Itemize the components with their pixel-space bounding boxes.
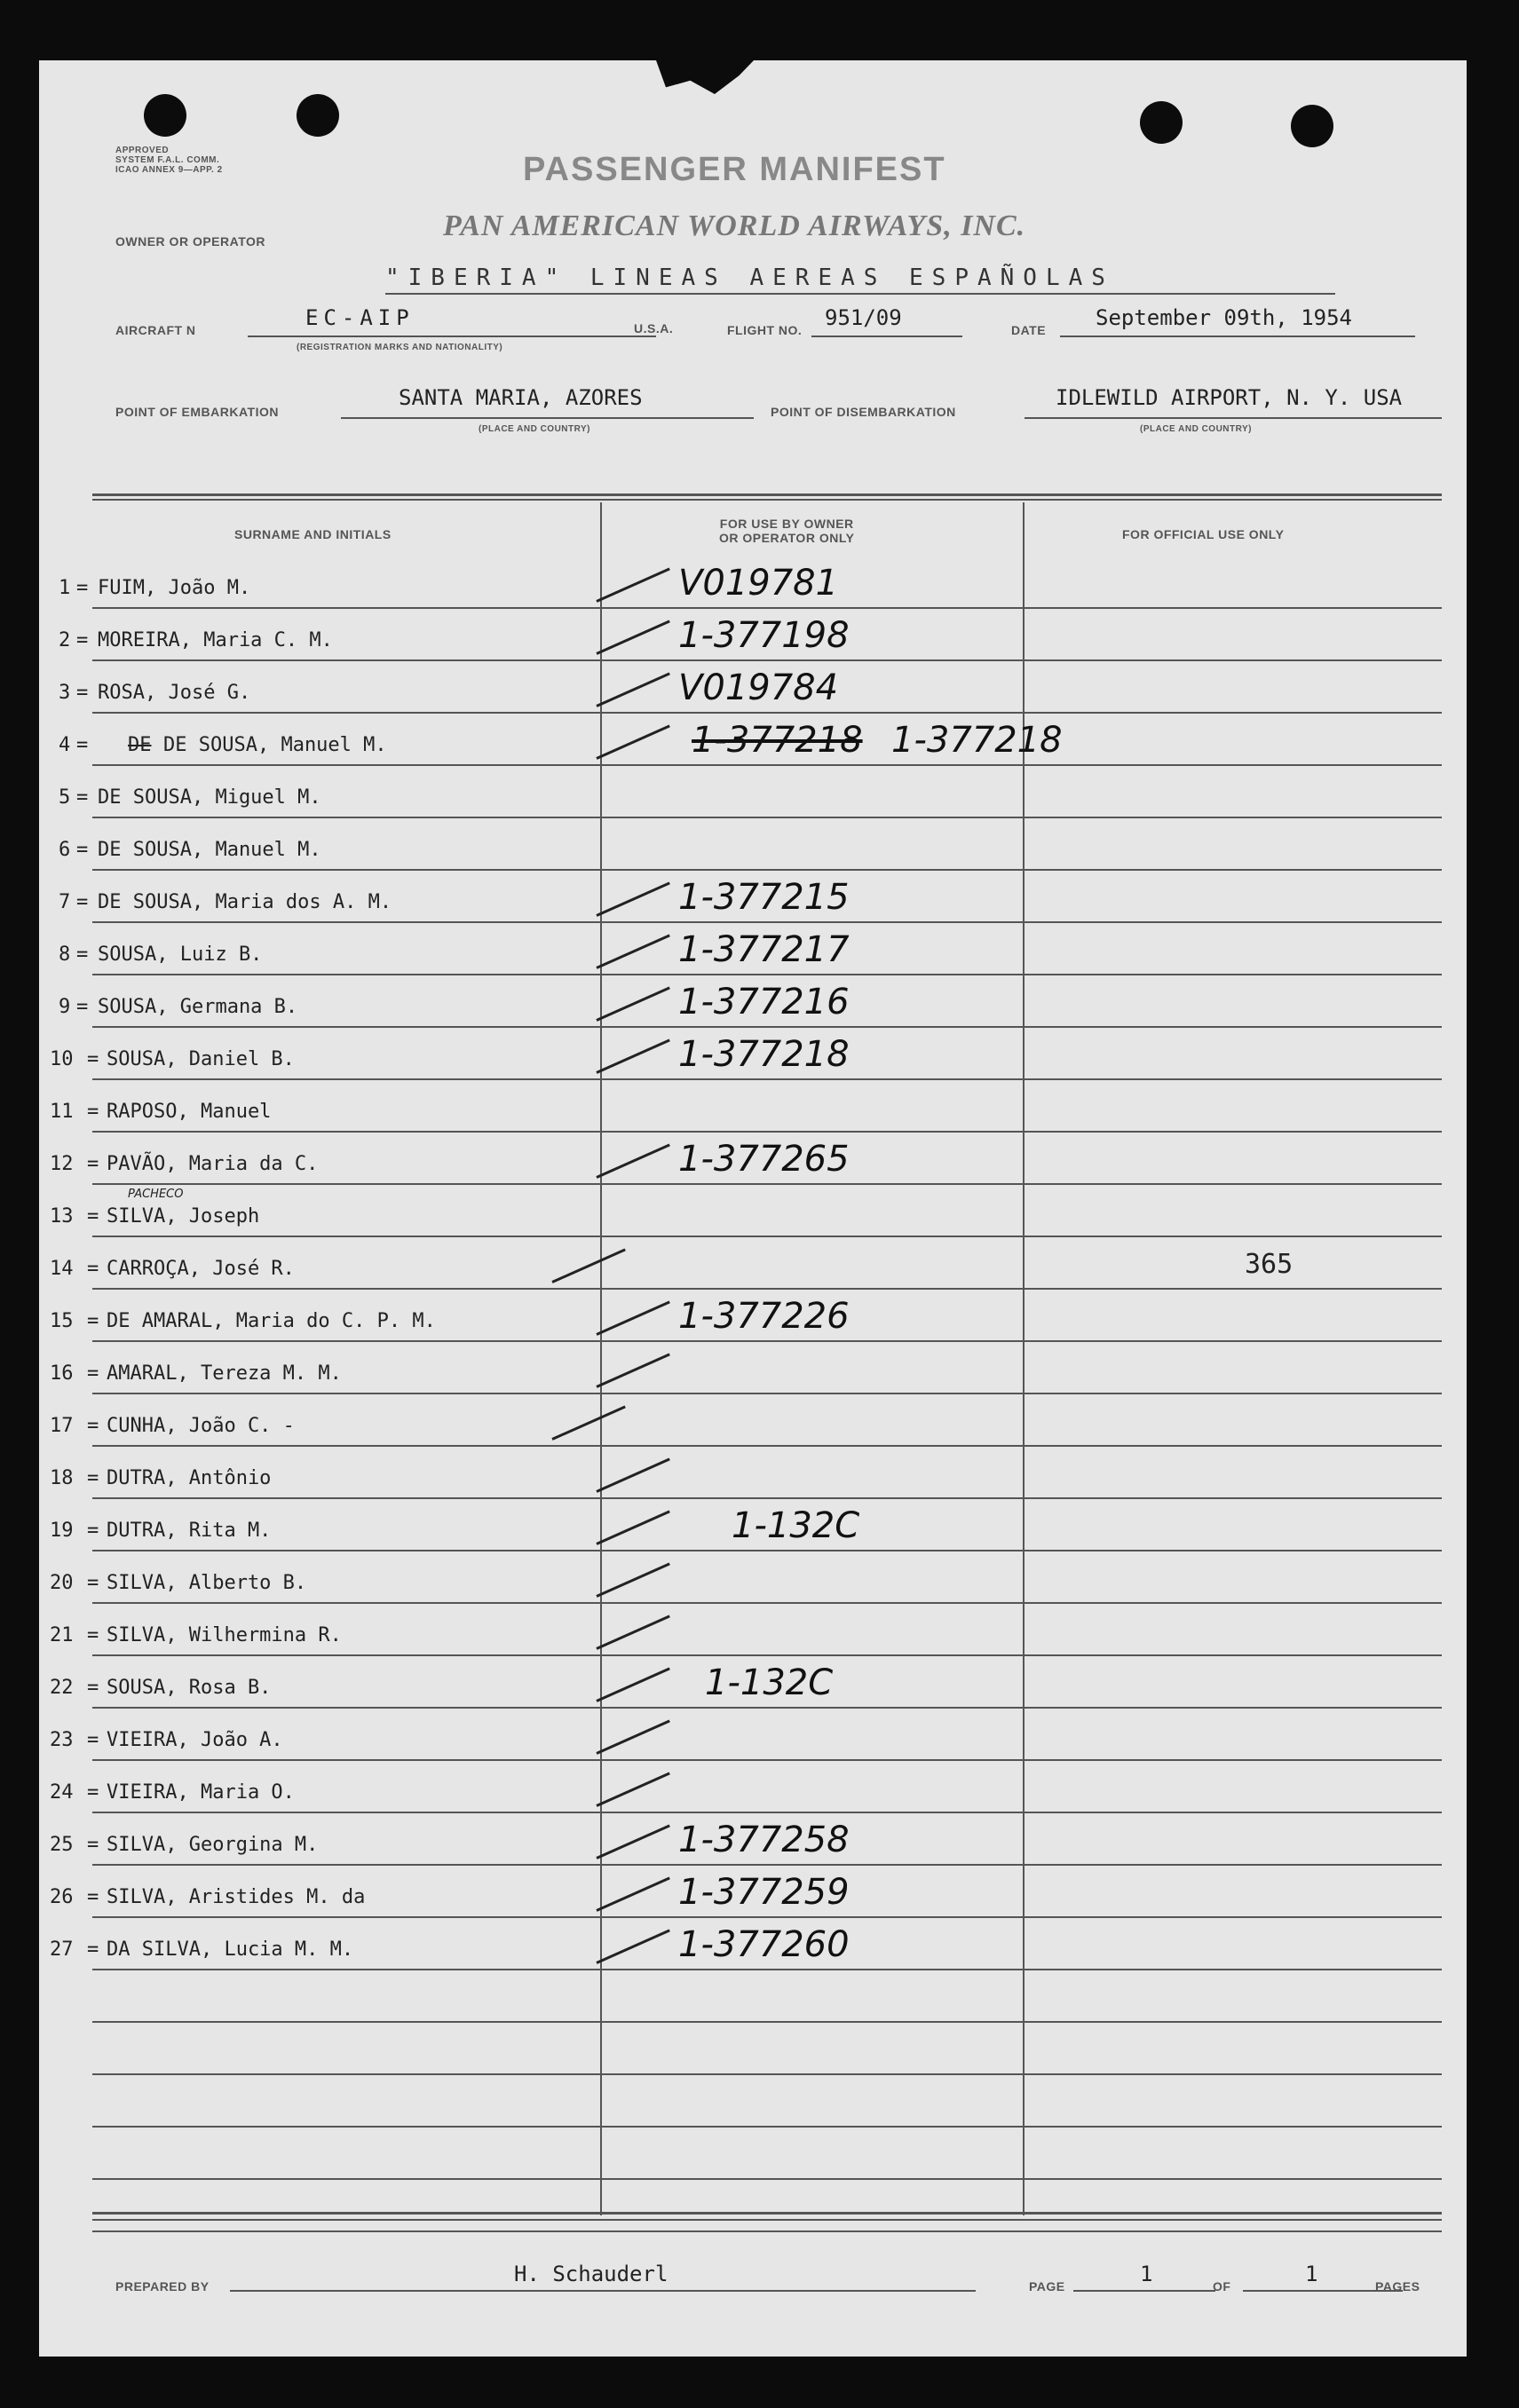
aircraft-value: EC-AIP bbox=[305, 305, 415, 330]
ticket-number: 1-377260 bbox=[678, 1924, 850, 1965]
ticket-number: V019784 bbox=[678, 667, 839, 708]
ticket-number: 1-377216 bbox=[678, 982, 850, 1022]
date-underline bbox=[1060, 336, 1415, 337]
flight-label: FLIGHT NO. bbox=[727, 323, 803, 337]
punch-hole bbox=[1291, 105, 1333, 147]
row-number-dash: = bbox=[87, 1729, 99, 1751]
ticket-number: 1-377218 bbox=[678, 1034, 850, 1075]
row-rule bbox=[92, 1759, 1442, 1761]
date-value: September 09th, 1954 bbox=[1096, 305, 1352, 330]
struck-ticket: 1-377218 bbox=[692, 720, 863, 761]
check-mark bbox=[596, 1825, 669, 1859]
row-number-dash: = bbox=[76, 943, 89, 966]
row-number: 10 bbox=[50, 1048, 74, 1070]
row-number: 8 bbox=[59, 943, 71, 966]
check-mark bbox=[551, 1249, 625, 1283]
registration-caption: (REGISTRATION MARKS AND NATIONALITY) bbox=[297, 343, 503, 352]
row-rule bbox=[92, 1497, 1442, 1499]
page-label: PAGE bbox=[1029, 2279, 1065, 2294]
row-number-dash: = bbox=[76, 996, 89, 1018]
passenger-name: DE SOUSA, Maria dos A. M. bbox=[98, 891, 392, 913]
row-number: 4 bbox=[59, 734, 71, 756]
passenger-name: SILVA, Georgina M. bbox=[107, 1834, 319, 1856]
row-number: 3 bbox=[59, 682, 71, 704]
column-header-owner-line: OR OPERATOR ONLY bbox=[719, 531, 855, 545]
check-mark bbox=[596, 1930, 669, 1964]
passenger-name: DA SILVA, Lucia M. M. bbox=[107, 1938, 354, 1961]
row-number: 19 bbox=[50, 1520, 74, 1542]
row-number: 5 bbox=[59, 786, 71, 809]
row-number-dash: = bbox=[87, 1624, 99, 1646]
passenger-name: CUNHA, João C. - bbox=[107, 1415, 295, 1437]
check-mark bbox=[596, 1877, 669, 1912]
row-rule bbox=[92, 1812, 1442, 1813]
check-mark bbox=[596, 1354, 669, 1388]
row-number: 27 bbox=[50, 1938, 74, 1961]
ticket-number: 1-377259 bbox=[678, 1872, 850, 1913]
prepared-underline bbox=[230, 2290, 976, 2292]
row-number: 14 bbox=[50, 1258, 74, 1280]
row-rule bbox=[92, 1969, 1442, 1970]
passenger-name: SILVA, Joseph bbox=[107, 1205, 260, 1228]
ticket-number: 1-377217 bbox=[678, 929, 850, 970]
row-rule bbox=[92, 1602, 1442, 1604]
check-mark bbox=[596, 1772, 669, 1807]
check-mark bbox=[596, 935, 669, 969]
row-number-dash: = bbox=[87, 1415, 99, 1437]
row-number: 22 bbox=[50, 1677, 74, 1699]
page-value: 1 bbox=[1140, 2262, 1153, 2286]
passenger-name: ROSA, José G. bbox=[98, 682, 251, 704]
row-number: 20 bbox=[50, 1572, 74, 1594]
ticket-number: 1-377265 bbox=[678, 1139, 850, 1180]
torn-edge bbox=[656, 60, 754, 94]
owner-label: OWNER OR OPERATOR bbox=[115, 234, 265, 249]
approval-line: ICAO ANNEX 9—APP. 2 bbox=[115, 165, 223, 175]
table-top-rule bbox=[92, 493, 1442, 496]
check-mark bbox=[596, 882, 669, 917]
row-rule bbox=[92, 1864, 1442, 1866]
disembarkation-caption: (PLACE AND COUNTRY) bbox=[1140, 424, 1252, 434]
row-number-dash: = bbox=[87, 1153, 99, 1175]
passenger-name: SOUSA, Daniel B. bbox=[107, 1048, 295, 1070]
ticket-number: 1-377198 bbox=[678, 615, 850, 656]
ticket-number: 1-132C bbox=[732, 1505, 860, 1546]
approval-line: APPROVED bbox=[115, 146, 170, 155]
of-label: OF bbox=[1213, 2279, 1231, 2294]
row-rule bbox=[92, 1131, 1442, 1133]
column-header-owner bbox=[719, 517, 854, 545]
check-mark bbox=[596, 1720, 669, 1755]
ticket-number: V019781 bbox=[678, 563, 839, 604]
aircraft-underline bbox=[248, 336, 656, 337]
passenger-name: DE SOUSA, Manuel M. bbox=[163, 734, 387, 756]
row-number: 21 bbox=[50, 1624, 74, 1646]
row-number-dash: = bbox=[87, 1048, 99, 1070]
pages-label: PAGES bbox=[1375, 2279, 1420, 2294]
row-number: 12 bbox=[50, 1153, 74, 1175]
check-mark bbox=[596, 987, 669, 1022]
row-number: 9 bbox=[59, 996, 71, 1018]
owner-printed: PAN AMERICAN WORLD AIRWAYS, INC. bbox=[443, 209, 1026, 242]
row-rule bbox=[92, 817, 1442, 818]
passenger-name: SILVA, Aristides M. da bbox=[107, 1886, 366, 1908]
row-rule bbox=[92, 1916, 1442, 1918]
table-bottom-rule bbox=[92, 2219, 1442, 2221]
row-rule bbox=[92, 2178, 1442, 2180]
approval-line: SYSTEM F.A.L. COMM. bbox=[115, 155, 220, 165]
row-number-dash: = bbox=[87, 1258, 99, 1280]
ticket-number: 1-377218 bbox=[891, 720, 1063, 761]
row-rule bbox=[92, 764, 1442, 766]
row-number-dash: = bbox=[76, 577, 89, 599]
owner-typed: "IBERIA" LINEAS AEREAS ESPAÑOLAS bbox=[385, 264, 1114, 291]
row-number: 2 bbox=[59, 629, 71, 651]
passenger-name: PAVÃO, Maria da C. bbox=[107, 1153, 319, 1175]
row-rule bbox=[92, 869, 1442, 871]
row-number-dash: = bbox=[87, 1886, 99, 1908]
check-mark bbox=[596, 568, 669, 603]
passenger-name: VIEIRA, Maria O. bbox=[107, 1781, 295, 1804]
punch-hole bbox=[297, 94, 339, 137]
manifest-sheet bbox=[39, 60, 1467, 2357]
prepared-value: H. Schauderl bbox=[514, 2262, 669, 2286]
check-mark bbox=[596, 1563, 669, 1598]
row-number: 25 bbox=[50, 1834, 74, 1856]
check-mark bbox=[596, 1301, 669, 1336]
column-header-surname: SURNAME AND INITIALS bbox=[234, 527, 392, 541]
row-number-dash: = bbox=[87, 1467, 99, 1489]
passenger-name: RAPOSO, Manuel bbox=[107, 1101, 272, 1123]
passenger-name: SOUSA, Germana B. bbox=[98, 996, 298, 1018]
row-rule bbox=[92, 1654, 1442, 1656]
row-number: 17 bbox=[50, 1415, 74, 1437]
passenger-name: DUTRA, Rita M. bbox=[107, 1520, 272, 1542]
row-rule bbox=[92, 974, 1442, 975]
pages-value: 1 bbox=[1305, 2262, 1318, 2286]
row-number-dash: = bbox=[87, 1101, 99, 1123]
row-rule bbox=[92, 1026, 1442, 1028]
row-number-dash: = bbox=[76, 891, 89, 913]
row-number: 15 bbox=[50, 1310, 74, 1332]
date-label: DATE bbox=[1011, 323, 1047, 337]
disembarkation-value: IDLEWILD AIRPORT, N. Y. USA bbox=[1056, 385, 1403, 410]
row-number-dash: = bbox=[87, 1572, 99, 1594]
row-number-dash: = bbox=[87, 1205, 99, 1228]
approval-stamp bbox=[115, 146, 223, 175]
row-number-dash: = bbox=[76, 629, 89, 651]
row-rule bbox=[92, 1445, 1442, 1447]
row-rule bbox=[92, 607, 1442, 609]
check-mark bbox=[596, 620, 669, 655]
flight-underline bbox=[811, 336, 962, 337]
row-number-dash: = bbox=[87, 1938, 99, 1961]
row-number: 11 bbox=[50, 1101, 74, 1123]
row-rule bbox=[92, 2230, 1442, 2232]
row-rule bbox=[92, 1550, 1442, 1551]
passenger-name: FUIM, João M. bbox=[98, 577, 251, 599]
check-mark bbox=[596, 1144, 669, 1179]
passenger-name: VIEIRA, João A. bbox=[107, 1729, 283, 1751]
passenger-name: SILVA, Alberto B. bbox=[107, 1572, 307, 1594]
table-top-rule bbox=[92, 499, 1442, 501]
ticket-number: 1-132C bbox=[705, 1662, 834, 1703]
page-title: PASSENGER MANIFEST bbox=[523, 151, 946, 188]
row-rule bbox=[92, 921, 1442, 923]
column-header-official: FOR OFFICIAL USE ONLY bbox=[1122, 527, 1285, 541]
row-rule bbox=[92, 1183, 1442, 1185]
row-rule bbox=[92, 2126, 1442, 2128]
row-number-dash: = bbox=[76, 682, 89, 704]
check-mark bbox=[551, 1406, 625, 1441]
usa-label: U.S.A. bbox=[634, 321, 674, 336]
punch-hole bbox=[1140, 101, 1183, 144]
check-mark bbox=[596, 1668, 669, 1702]
check-mark bbox=[596, 1511, 669, 1545]
passenger-name: SILVA, Wilhermina R. bbox=[107, 1624, 342, 1646]
row-number-dash: = bbox=[87, 1834, 99, 1856]
row-number: 24 bbox=[50, 1781, 74, 1804]
ticket-number: 1-377258 bbox=[678, 1820, 850, 1860]
passenger-name: SOUSA, Luiz B. bbox=[98, 943, 263, 966]
row-number: 23 bbox=[50, 1729, 74, 1751]
row-number: 16 bbox=[50, 1362, 74, 1385]
row-number-dash: = bbox=[76, 734, 89, 756]
check-mark bbox=[596, 673, 669, 707]
punch-hole bbox=[144, 94, 186, 137]
passenger-name: AMARAL, Tereza M. M. bbox=[107, 1362, 342, 1385]
row-number: 18 bbox=[50, 1467, 74, 1489]
row-rule bbox=[92, 1707, 1442, 1709]
row-rule bbox=[92, 659, 1442, 661]
disembarkation-underline bbox=[1025, 417, 1442, 419]
row-number: 26 bbox=[50, 1886, 74, 1908]
official-entry: 365 bbox=[1245, 1249, 1294, 1280]
struck-prefix: DE bbox=[128, 734, 152, 756]
page-underline bbox=[1073, 2290, 1215, 2292]
row-number-dash: = bbox=[87, 1520, 99, 1542]
aircraft-label: AIRCRAFT N bbox=[115, 323, 196, 337]
row-rule bbox=[92, 2073, 1442, 2075]
row-number-dash: = bbox=[87, 1362, 99, 1385]
embarkation-label: POINT OF EMBARKATION bbox=[115, 405, 279, 419]
disembarkation-label: POINT OF DISEMBARKATION bbox=[771, 405, 956, 419]
flight-value: 951/09 bbox=[825, 305, 902, 330]
row-rule bbox=[92, 1393, 1442, 1394]
passenger-name: CARROÇA, José R. bbox=[107, 1258, 295, 1280]
check-mark bbox=[596, 725, 669, 760]
row-number: 13 bbox=[50, 1205, 74, 1228]
row-number: 1 bbox=[59, 577, 71, 599]
ticket-number: 1-377215 bbox=[678, 877, 850, 918]
row-rule bbox=[92, 2021, 1442, 2023]
handwritten-note: PACHECO bbox=[128, 1188, 184, 1201]
owner-underline bbox=[385, 293, 1335, 295]
row-rule bbox=[92, 1288, 1442, 1290]
ticket-number: 1-377226 bbox=[678, 1296, 850, 1337]
row-number-dash: = bbox=[87, 1781, 99, 1804]
column-header-owner-line: FOR USE BY OWNER bbox=[719, 517, 854, 531]
row-number: 7 bbox=[59, 891, 71, 913]
check-mark bbox=[596, 1615, 669, 1650]
passenger-name: DE SOUSA, Miguel M. bbox=[98, 786, 321, 809]
embarkation-caption: (PLACE AND COUNTRY) bbox=[479, 424, 590, 434]
check-mark bbox=[596, 1039, 669, 1074]
row-number-dash: = bbox=[76, 839, 89, 861]
embarkation-underline bbox=[341, 417, 754, 419]
check-mark bbox=[596, 1458, 669, 1493]
passenger-name: DE SOUSA, Manuel M. bbox=[98, 839, 321, 861]
prepared-label: PREPARED BY bbox=[115, 2279, 210, 2294]
row-rule bbox=[92, 712, 1442, 714]
passenger-name: DUTRA, Antônio bbox=[107, 1467, 272, 1489]
row-number-dash: = bbox=[87, 1310, 99, 1332]
table-bottom-rule bbox=[92, 2212, 1442, 2215]
passenger-name: DE AMARAL, Maria do C. P. M. bbox=[107, 1310, 436, 1332]
row-number: 6 bbox=[59, 839, 71, 861]
passenger-name: MOREIRA, Maria C. M. bbox=[98, 629, 333, 651]
row-rule bbox=[92, 1236, 1442, 1237]
row-number-dash: = bbox=[87, 1677, 99, 1699]
row-rule bbox=[92, 1078, 1442, 1080]
row-rule bbox=[92, 1340, 1442, 1342]
passenger-name: SOUSA, Rosa B. bbox=[107, 1677, 272, 1699]
embarkation-value: SANTA MARIA, AZORES bbox=[399, 385, 643, 410]
row-number-dash: = bbox=[76, 786, 89, 809]
